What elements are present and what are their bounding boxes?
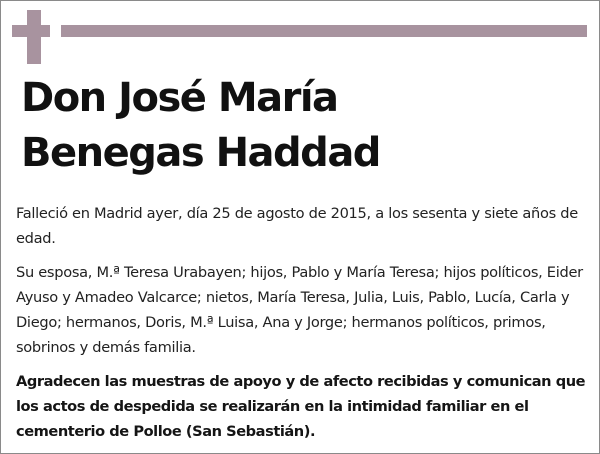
cross-vertical-bar	[27, 10, 41, 64]
family-list: Su esposa, M.ª Teresa Urabayen; hijos, Pablo y María Teresa; hijos políticos, Eider Ayuso y Amadeo Valcarce; nietos, María Teresa, Julia, Luis, Pablo, Lucía, Carla y Diego; hermanos, Doris, M.ª Luisa, Ana y Jorge; hermanos políticos, primos, sobrinos y demás familia.	[16, 264, 583, 356]
name-line-1: Don José María	[21, 75, 338, 121]
acknowledgement: Agradecen las muestras de apoyo y de afecto recibidas y comunican que los actos de despedida se realizarán en la intimidad familiar en el cementerio de Polloe (San Sebastián).	[16, 373, 586, 440]
header-rule	[61, 25, 587, 37]
deceased-name	[21, 71, 581, 181]
cross-horizontal-bar	[12, 25, 50, 37]
death-announcement: Falleció en Madrid ayer, día 25 de agosto de 2015, a los sesenta y siete años de edad.	[16, 205, 578, 247]
name-line-2: Benegas Haddad	[21, 130, 380, 176]
